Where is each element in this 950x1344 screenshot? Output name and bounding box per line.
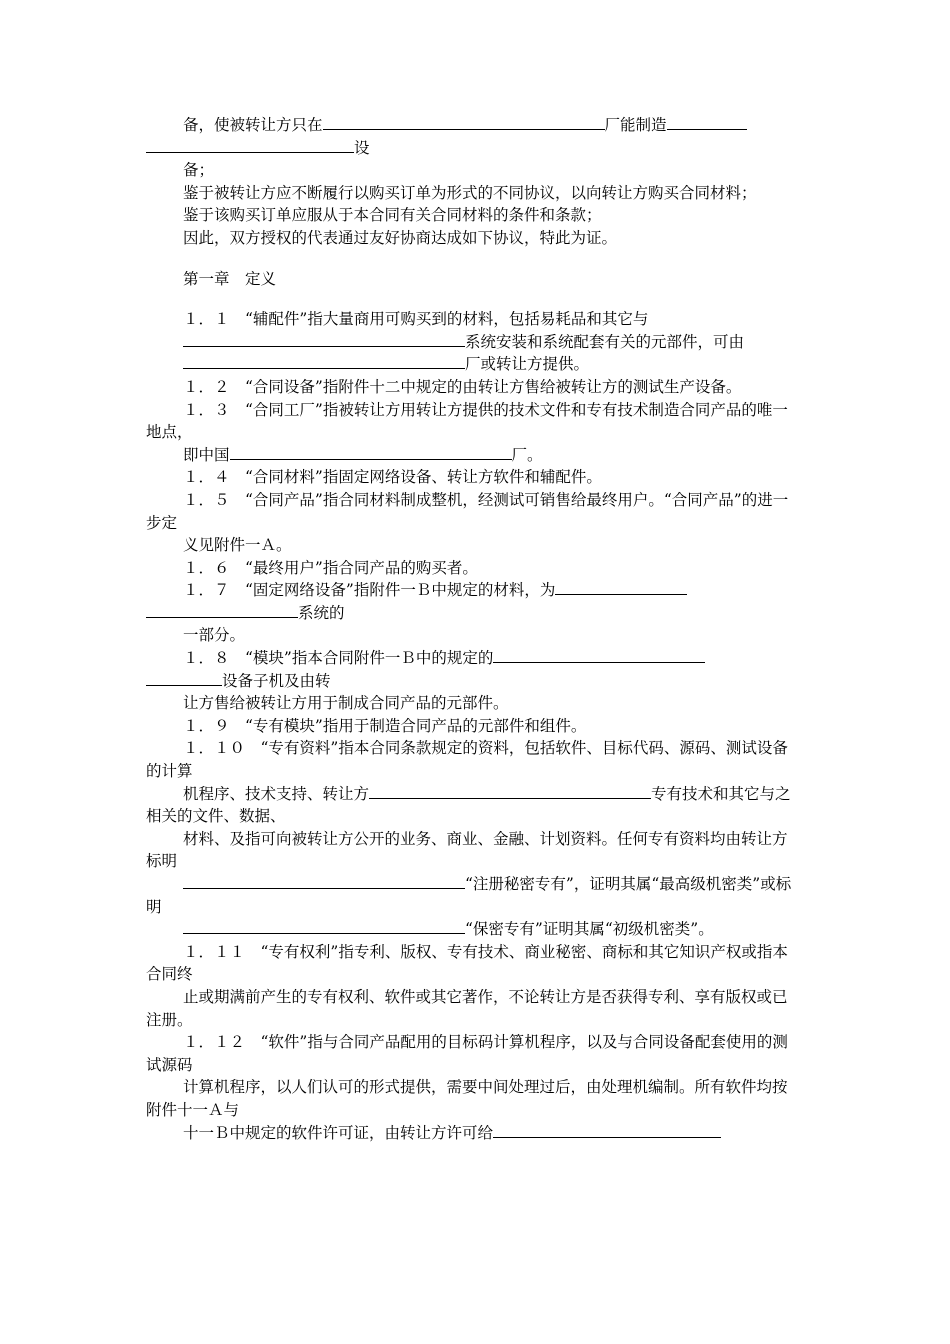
- blank-line: [667, 115, 747, 130]
- clause-1-8: [146, 647, 798, 692]
- clause-1-1-cont: [146, 353, 798, 376]
- text: 设: [354, 138, 370, 157]
- blank-line: [183, 919, 465, 934]
- text: 机程序、技术支持、转让方: [183, 784, 370, 803]
- blank-line: [146, 671, 222, 686]
- clause-1-8-cont: 让方售给被转让方用于制成合同产品的元部件。: [183, 694, 509, 713]
- clause-1-1: [146, 308, 798, 353]
- clause-1-10: １．１０ “专有资料”指本合同条款规定的资料，包括软件、目标代码、源码、测试设备的计算: [146, 739, 788, 781]
- clause-1-10-cont-2: 材料、及指可向被转让方公开的业务、商业、金融、计划资料。任何专有资料均由转让方标明: [146, 829, 788, 871]
- clause-1-12-cont-1: 计算机程序，以人们认可的形式提供，需要中间处理过后，由处理机编制。所有软件均按附件十一Ａ与: [146, 1078, 788, 1119]
- clause-1-5: １．５ “合同产品”指合同材料制成整机，经测试可销售给最终用户。“合同产品”的进一步定: [146, 490, 789, 532]
- blank-line: [183, 332, 465, 347]
- blank-line: [369, 784, 651, 799]
- text: 系统安装和系统配套有关的元部件，可由: [465, 332, 745, 351]
- blank-line: [555, 580, 687, 595]
- blank-line: [493, 1123, 721, 1138]
- text: 厂或转让方提供。: [465, 355, 590, 374]
- blank-line: [230, 445, 512, 460]
- text: “注册秘密专有”，证明其属“最高级机密类”或标明: [146, 875, 792, 916]
- clause-1-10-cont-1: [146, 783, 798, 828]
- blank-line: [183, 354, 465, 369]
- paragraph-whereas-1: 鉴于被转让方应不断履行以购买订单为形式的不同协议，以向转让方购买合同材料；: [183, 183, 757, 202]
- contract-document: [146, 114, 798, 1144]
- clause-1-11: １．１１ “专有权利”指专利、版权、专有技术、商业秘密、商标和其它知识产权或指本合同终: [146, 942, 788, 984]
- paragraph-whereas-2: 鉴于该购买订单应服从于本合同有关合同材料的条件和条款；: [183, 206, 602, 225]
- text: １．７ “固定网络设备”指附件一Ｂ中规定的材料，为: [183, 581, 556, 600]
- clause-1-9: １．９ “专有模块”指用于制造合同产品的元部件和组件。: [183, 716, 587, 735]
- chapter-heading: 第一章 定义: [183, 269, 277, 288]
- clause-1-3-cont: [146, 444, 798, 467]
- clause-1-10-cont-4: [146, 918, 798, 941]
- text: 厂。: [511, 445, 543, 464]
- clause-1-7: [146, 579, 798, 624]
- blank-line: [183, 874, 465, 889]
- clause-1-7-cont: 一部分。: [183, 626, 246, 645]
- clause-1-3: １．３ “合同工厂”指被转让方用转让方提供的技术文件和专有技术制造合同产品的唯一地点，: [146, 400, 788, 442]
- text: 备，使被转让方只在: [183, 116, 323, 134]
- clause-1-4: １．４ “合同材料”指固定网络设备、转让方软件和辅配件。: [183, 468, 602, 487]
- paragraph-equipment-end: 备；: [183, 161, 215, 180]
- paragraph-equipment: [146, 114, 798, 159]
- text: 十一Ｂ中规定的软件许可证，由转让方许可给: [183, 1123, 494, 1142]
- text: １．８ “模块”指本合同附件一Ｂ中的规定的: [183, 649, 494, 668]
- blank-line: [493, 648, 705, 663]
- clause-1-5-cont: 义见附件一Ａ。: [183, 536, 292, 555]
- text: 系统的: [298, 603, 345, 622]
- clause-1-6: １．６ “最终用户”指合同产品的购买者。: [183, 558, 478, 577]
- blank-line: [146, 603, 298, 618]
- clause-1-12: １．１２ “软件”指与合同产品配用的目标码计算机程序，以及与合同设备配套使用的测试源码: [146, 1033, 788, 1074]
- clause-1-10-cont-3: [146, 873, 798, 918]
- text: 设备子机及由转: [222, 671, 331, 690]
- text: 厂能制造: [604, 116, 667, 134]
- clause-1-2: １．２ “合同设备”指附件十二中规定的由转让方售给被转让方的测试生产设备。: [183, 377, 742, 396]
- text: １．１ “辅配件”指大量商用可购买到的材料，包括易耗品和其它与: [183, 310, 649, 329]
- blank-line: [323, 115, 605, 130]
- text: 即中国: [183, 445, 230, 464]
- clause-1-11-cont: 止或期满前产生的专有权利、软件或其它著作，不论转让方是否获得专利、享有版权或已注册。: [146, 987, 788, 1029]
- text: “保密专有”证明其属“初级机密类”。: [465, 920, 714, 939]
- text: 专有技术和其它与之相关的文件、数据、: [146, 784, 791, 826]
- blank-line: [146, 138, 354, 153]
- paragraph-therefore: 因此，双方授权的代表通过友好协商达成如下协议，特此为证。: [183, 228, 618, 247]
- clause-1-12-cont-2: [146, 1122, 798, 1145]
